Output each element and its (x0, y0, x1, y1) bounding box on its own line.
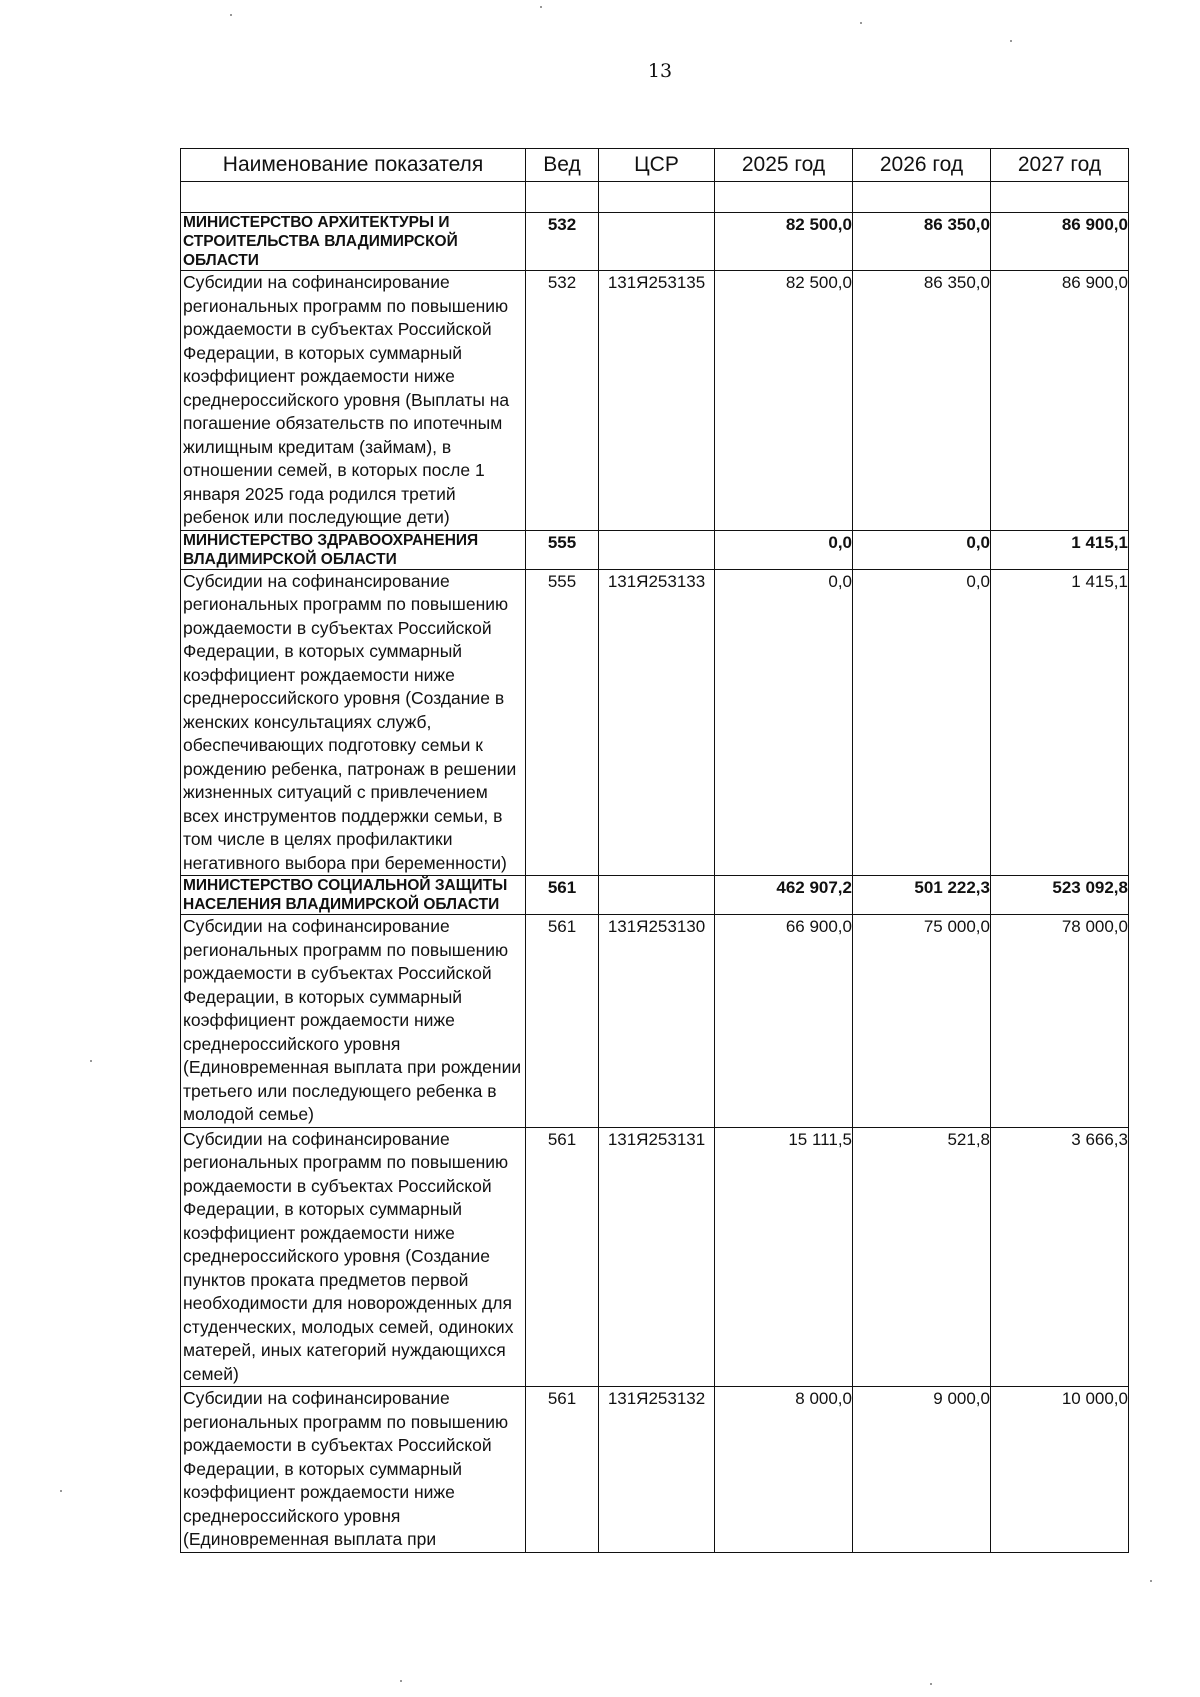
budget-table (180, 148, 1129, 1553)
header-name: Наименование показателя (181, 149, 526, 182)
header-ved: Вед (526, 149, 599, 182)
row-2025: 462 907,2 (715, 876, 853, 915)
row-name: Субсидии на софинансирование региональных программ по повышению рождаемости в субъектах Российской Федерации, в которых суммарный коэффициент рождаемости ниже среднероссийского уровня (Создание в женских консультациях служб, обеспечивающих подготовку семьи к рождению ребенка, патронаж в решении жизненных ситуаций с привлечением всех инструментов поддержки семьи, в том числе в целях профилактики негативного выбора при беременности) (181, 569, 526, 876)
row-2027: 1 415,1 (991, 569, 1129, 876)
row-csr (599, 876, 715, 915)
row-ved: 532 (526, 213, 599, 271)
table-row (181, 915, 1129, 1128)
row-2027: 86 900,0 (991, 213, 1129, 271)
row-2025: 82 500,0 (715, 213, 853, 271)
scan-speck (230, 14, 232, 16)
row-2027: 523 092,8 (991, 876, 1129, 915)
row-ved: 561 (526, 915, 599, 1128)
row-2027: 3 666,3 (991, 1127, 1129, 1387)
row-ved: 555 (526, 530, 599, 569)
table-row (181, 1127, 1129, 1387)
row-ved: 561 (526, 1387, 599, 1553)
scan-speck (540, 6, 542, 8)
row-ved: 555 (526, 569, 599, 876)
row-ved: 561 (526, 876, 599, 915)
row-2025: 0,0 (715, 569, 853, 876)
table-row (181, 271, 1129, 531)
row-2026: 501 222,3 (853, 876, 991, 915)
header-2027: 2027 год (991, 149, 1129, 182)
row-csr: 131Я253130 (599, 915, 715, 1128)
row-csr: 131Я253135 (599, 271, 715, 531)
page-number: 13 (647, 60, 673, 82)
row-name: Субсидии на софинансирование региональных программ по повышению рождаемости в субъектах Российской Федерации, в которых суммарный коэффициент рождаемости ниже среднероссийского уровня (Создание пунктов проката предметов первой необходимости для новорожденных для студенческих, молодых семей, одиноких матерей, иных категорий нуждающихся семей) (181, 1127, 526, 1387)
scan-speck (1150, 1580, 1152, 1582)
row-name: МИНИСТЕРСТВО СОЦИАЛЬНОЙ ЗАЩИТЫ НАСЕЛЕНИЯ ВЛАДИМИРСКОЙ ОБЛАСТИ (181, 876, 526, 915)
row-2026: 75 000,0 (853, 915, 991, 1128)
header-2026: 2026 год (853, 149, 991, 182)
row-2027: 86 900,0 (991, 271, 1129, 531)
table-row-department (181, 876, 1129, 915)
row-2025: 8 000,0 (715, 1387, 853, 1553)
row-csr: 131Я253133 (599, 569, 715, 876)
row-2027: 78 000,0 (991, 915, 1129, 1128)
row-2025: 15 111,5 (715, 1127, 853, 1387)
row-2026: 9 000,0 (853, 1387, 991, 1553)
row-ved: 532 (526, 271, 599, 531)
row-2026: 0,0 (853, 530, 991, 569)
row-2025: 0,0 (715, 530, 853, 569)
header-2025: 2025 год (715, 149, 853, 182)
row-csr: 131Я253131 (599, 1127, 715, 1387)
row-csr (599, 530, 715, 569)
row-name: МИНИСТЕРСТВО ЗДРАВООХРАНЕНИЯ ВЛАДИМИРСКОЙ ОБЛАСТИ (181, 530, 526, 569)
scan-speck (860, 22, 862, 24)
scan-speck (60, 1490, 62, 1492)
row-2027: 1 415,1 (991, 530, 1129, 569)
row-csr (599, 213, 715, 271)
row-ved: 561 (526, 1127, 599, 1387)
row-name: Субсидии на софинансирование региональных программ по повышению рождаемости в субъектах Российской Федерации, в которых суммарный коэффициент рождаемости ниже среднероссийского уровня (Единовременная выплата при рождении третьего или последующего ребенка в молодой семье) (181, 915, 526, 1128)
header-csr: ЦСР (599, 149, 715, 182)
row-2026: 521,8 (853, 1127, 991, 1387)
row-name: МИНИСТЕРСТВО АРХИТЕКТУРЫ И СТРОИТЕЛЬСТВА ВЛАДИМИРСКОЙ ОБЛАСТИ (181, 213, 526, 271)
scan-speck (1010, 40, 1012, 42)
row-csr: 131Я253132 (599, 1387, 715, 1553)
scan-speck (930, 1683, 932, 1685)
row-2026: 0,0 (853, 569, 991, 876)
table-row (181, 569, 1129, 876)
table-row-department (181, 530, 1129, 569)
scan-speck (90, 1060, 92, 1062)
row-name: Субсидии на софинансирование региональных программ по повышению рождаемости в субъектах Российской Федерации, в которых суммарный коэффициент рождаемости ниже среднероссийского уровня (Единовременная выплата при (181, 1387, 526, 1553)
row-2025: 66 900,0 (715, 915, 853, 1128)
table-row-department (181, 213, 1129, 271)
row-2027: 10 000,0 (991, 1387, 1129, 1553)
header-spacer-row (181, 182, 1129, 213)
table-header-row (181, 149, 1129, 182)
row-2026: 86 350,0 (853, 271, 991, 531)
table-row (181, 1387, 1129, 1553)
row-2025: 82 500,0 (715, 271, 853, 531)
row-2026: 86 350,0 (853, 213, 991, 271)
scan-speck (400, 1680, 402, 1682)
row-name: Субсидии на софинансирование региональных программ по повышению рождаемости в субъектах Российской Федерации, в которых суммарный коэффициент рождаемости ниже среднероссийского уровня (Выплаты на погашение обязательств по ипотечным жилищным кредитам (займам), в отношении семей, в которых после 1 января 2025 года родился третий ребенок или последующие дети) (181, 271, 526, 531)
